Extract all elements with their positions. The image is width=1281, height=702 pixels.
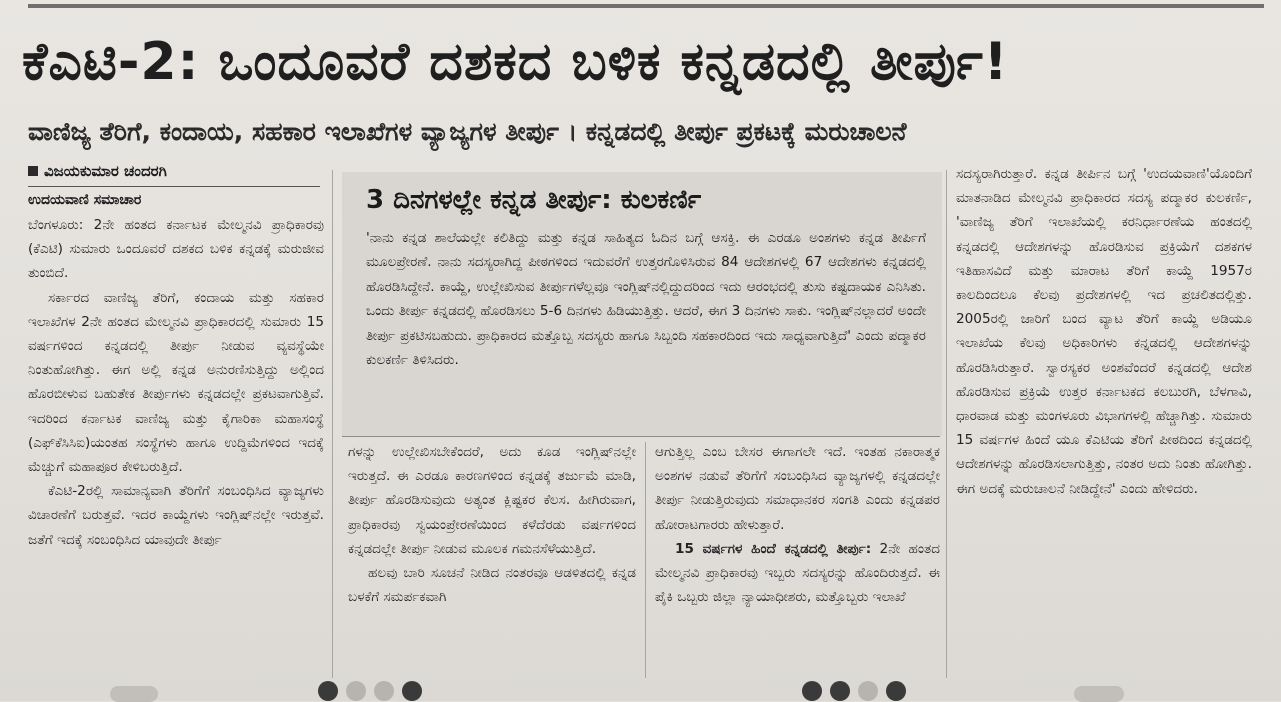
headline: ಕೆಎಟಿ-2: ಒಂದೂವರೆ ದಶಕದ ಬಳಿಕ ಕನ್ನಡದಲ್ಲಿ ತೀರ್ಪು!	[22, 32, 1009, 92]
paragraph: ಸದಸ್ಯರಾಗಿರುತ್ತಾರೆ. ಕನ್ನಡ ತೀರ್ಪಿನ ಬಗ್ಗೆ 'ಉದಯವಾಣಿ'ಯೊಂದಿಗೆ ಮಾತನಾಡಿದ ಮೇಲ್ಮನವಿ ಪ್ರಾಧಿಕಾರದ ಸದಸ್ಯ ಪದ್ಮಾಕರ ಕುಲಕರ್ಣಿ, 'ವಾಣಿಜ್ಯ ತೆರಿಗೆ ಇಲಾಖೆಯಲ್ಲಿ ಕರನಿರ್ಧಾರಣೆಯ ಹಂತದಲ್ಲಿ ಕನ್ನಡದಲ್ಲಿ ಆದೇಶಗಳನ್ನು ಹೊರಡಿಸುವ ಪ್ರಕ್ರಿಯೆಗೆ ದಶಕಗಳ ಇತಿಹಾಸವಿದೆ ಮತ್ತು ಮಾರಾಟ ತೆರಿಗೆ ಕಾಯ್ದೆ 1957ರ ಕಾಲದಿಂದಲೂ ಕೆಲವು ಪ್ರದೇಶಗಳಲ್ಲಿ ಇದ ಪ್ರಚಲಿತದಲ್ಲಿತ್ತು. 2005ರಲ್ಲಿ ಜಾರಿಗೆ ಬಂದ ವ್ಯಾಟ ತೆರಿಗೆ ಕಾಯ್ದೆ ಅಡಿಯೂ ಇಲಾಖೆಯ ಕೆಲವು ಅಧಿಕಾರಿಗಳು ಕನ್ನಡದಲ್ಲಿ ಆದೇಶಗಳನ್ನು ಹೊರಡಿಸಿರುತ್ತಾರೆ. ಸ್ವಾರಸ್ಯಕರ ಅಂಶವೆಂದರೆ ಕನ್ನಡದಲ್ಲಿ ಆದೇಶ ಹೊರಡಿಸುವ ಪ್ರಕ್ರಿಯೆ ಉತ್ತರ ಕರ್ನಾಟಕದ ಕಲಬುರಗಿ, ಬೆಳಗಾವಿ, ಧಾರವಾಡ ಮತ್ತು ಮಂಗಳೂರು ವಿಭಾಗಗಳಲ್ಲಿ ಹೆಚ್ಚಾಗಿತ್ತು. ಸುಮಾರು 15 ವರ್ಷಗಳ ಹಿಂದೆ ಯೂ ಕೆಎಟಿಯ ತೆರಿಗೆ ಪೀಠದಿಂದ ಕನ್ನಡದಲ್ಲಿ ಆದೇಶಗಳನ್ನು ಹೊರಡಿಸಲಾಗುತ್ತಿತ್ತು, ನಂತರ ಅದು ನಿಂತು ಹೋಗಿತ್ತು. ಈಗ ಅದಕ್ಕೆ ಮರುಚಾಲನೆ ನೀಡಿದ್ದೇನೆ' ಎಂದು ಹೇಳಿದರು.	[956, 166, 1252, 497]
registration-dot	[830, 681, 850, 701]
quote-box-title: 3 ದಿನಗಳಲ್ಲೇ ಕನ್ನಡ ತೀರ್ಪು: ಕುಲಕರ್ಣಿ	[366, 185, 702, 215]
subheadline: ವಾಣಿಜ್ಯ ತೆರಿಗೆ, ಕಂದಾಯ, ಸಹಕಾರ ಇಲಾಖೆಗಳ ವ್ಯಾಜ್ಯಗಳ ತೀರ್ಪು । ಕನ್ನಡದಲ್ಲಿ ತೀರ್ಪು ಪ್ರಕಟಕ್ಕೆ ಮರುಚಾಲನೆ	[28, 117, 907, 146]
registration-dot	[858, 681, 878, 701]
registration-dot	[886, 681, 906, 701]
quote-box-text: 'ನಾನು ಕನ್ನಡ ಶಾಲೆಯಲ್ಲೇ ಕಲಿತಿದ್ದು ಮತ್ತು ಕನ್ನಡ ಸಾಹಿತ್ಯದ ಓದಿನ ಬಗ್ಗೆ ಆಸಕ್ತಿ. ಈ ಎರಡೂ ಅಂಶಗಳು ಕನ್ನಡ ತೀರ್ಪಿಗೆ ಮೂಲಪ್ರೇರಣೆ. ನಾನು ಸದಸ್ಯರಾಗಿದ್ದ ಪೀಠಗಳಿಂದ ಇದುವರೆಗೆ ಉತ್ತರಗೊಳಿಸಿರುವ 84 ಆದೇಶಗಳಲ್ಲಿ 67 ಆದೇಶಗಳು ಕನ್ನಡದಲ್ಲಿ ಹೊರಡಿಸಿದ್ದೇನೆ. ಕಾಯ್ದೆ, ಉಲ್ಲೇಖಿಸುವ ತೀರ್ಪುಗಳೆಲ್ಲವೂ ಇಂಗ್ಲಿಷ್‌ನಲ್ಲಿದ್ದುದರಿಂದ ಇದು ಆರಂಭದಲ್ಲಿ ತುಸು ಕಷ್ಟದಾಯಕ ಎನಿಸಿತು. ಒಂದು ತೀರ್ಪು ಕನ್ನಡದಲ್ಲಿ ಹೊರಡಿಸಲು 5-6 ದಿನಗಳು ಹಿಡಿಯುತ್ತಿತ್ತು. ಆದರೆ, ಈಗ 3 ದಿನಗಳು ಸಾಕು. ಇಂಗ್ಲಿಷ್‌ನಲ್ಲಾದರೆ ಅಂದೇ ತೀರ್ಪು ಪ್ರಕಟಿಸಬಹುದು. ಪ್ರಾಧಿಕಾರದ ಮತ್ತೊಬ್ಬ ಸದಸ್ಯರು ಹಾಗೂ ಸಿಬ್ಬಂದಿ ಸಹಕಾರದಿಂದ ಇದು ಸಾಧ್ಯವಾಗುತ್ತಿದೆ' ಎಂದು ಪದ್ಮಾಕರ ಕುಲಕರ್ಣಿ ತಿಳಿಸಿದರು.	[366, 230, 926, 369]
registration-mark	[110, 686, 158, 702]
top-rule	[28, 4, 1264, 8]
registration-dot	[318, 681, 338, 701]
quote-box-rule	[342, 436, 940, 437]
inline-subhead: 15 ವರ್ಷಗಳ ಹಿಂದೆ ಕನ್ನಡದಲ್ಲಿ ತೀರ್ಪು:	[675, 540, 872, 557]
registration-dot	[374, 681, 394, 701]
paragraph-text: 2ನೇ ಹಂತದ ಮೇಲ್ಮನವಿ ಪ್ರಾಧಿಕಾರವು ಇಬ್ಬರು ಸದಸ್ಯರನ್ನು ಹೊಂದಿರುತ್ತದೆ. ಈ ಪೈಕಿ ಒಬ್ಬರು ಜಿಲ್ಲಾ ನ್ಯಾಯಾಧೀಶರು, ಮತ್ತೊಬ್ಬರು ಇಲಾಖೆ	[655, 540, 940, 606]
byline-rule	[28, 186, 320, 187]
byline-square-icon	[28, 166, 38, 176]
paragraph: ಸರ್ಕಾರದ ವಾಣಿಜ್ಯ ತೆರಿಗೆ, ಕಂದಾಯ ಮತ್ತು ಸಹಕಾರ ಇಲಾಖೆಗಳ 2ನೇ ಹಂತದ ಮೇಲ್ಮನವಿ ಪ್ರಾಧಿಕಾರದಲ್ಲಿ ಸುಮಾರು 15 ವರ್ಷಗಳಿಂದ ಕನ್ನಡದಲ್ಲಿ ತೀರ್ಪು ನೀಡುವ ವ್ಯವಸ್ಥೆಯೇ ನಿಂತುಹೋಗಿತ್ತು. ಈಗ ಅಲ್ಲಿ ಕನ್ನಡ ಅನುರಣಿಸುತ್ತಿದ್ದು ಅಲ್ಲಿಂದ ಹೊರಬೀಳುವ ಬಹುತೇಕ ತೀರ್ಪುಗಳು ಕನ್ನಡದಲ್ಲೇ ಪ್ರಕಟವಾಗುತ್ತಿವೆ. ಇದರಿಂದ ಕರ್ನಾಟಕ ವಾಣಿಜ್ಯ ಮತ್ತು ಕೈಗಾರಿಕಾ ಮಹಾಸಂಸ್ಥೆ (ಎಫ್‌ಕೆಸಿಸಿಐ)ಯಂತಹ ಸಂಸ್ಥೆಗಳು ಹಾಗೂ ಉದ್ದಿಮೆಗಳಿಂದ ಇದಕ್ಕೆ ಮೆಚ್ಚುಗೆ ಮಹಾಪೂರ ಕೇಳಿಬರುತ್ತಿದೆ.	[28, 289, 324, 476]
registration-dot	[802, 681, 822, 701]
registration-mark	[1074, 686, 1124, 702]
paragraph: ಬೆಂಗಳೂರು: 2ನೇ ಹಂತದ ಕರ್ನಾಟಕ ಮೇಲ್ಮನವಿ ಪ್ರಾಧಿಕಾರವು (ಕೆಎಟಿ) ಸುಮಾರು ಒಂದೂವರೆ ದಶಕದ ಬಳಿಕ ಕನ್ನಡಕ್ಕೆ ಮರುಜೀವ ತುಂಬಿದೆ.	[28, 217, 324, 282]
article-column-4	[956, 162, 1252, 501]
registration-marks	[802, 681, 906, 701]
column-divider	[332, 170, 333, 678]
paragraph: ಹಲವು ಬಾರಿ ಸೂಚನೆ ನೀಡಿದ ನಂತರವೂ ಆಡಳಿತದಲ್ಲಿ ಕನ್ನಡ ಬಳಕೆಗೆ ಸಮರ್ಪಕವಾಗಿ	[348, 565, 636, 606]
news-source: ಉದಯವಾಣಿ ಸಮಾಚಾರ	[28, 192, 142, 208]
paragraph: ಗಳನ್ನು ಉಲ್ಲೇಖಿಸಬೇಕೆಂದರೆ, ಅದು ಕೂಡ ಇಂಗ್ಲಿಷ್‌ನಲ್ಲೇ ಇರುತ್ತದೆ. ಈ ಎರಡೂ ಕಾರಣಗಳಿಂದ ಕನ್ನಡಕ್ಕೆ ತರ್ಜುಮೆ ಮಾಡಿ, ತೀರ್ಪು ಹೊರಡಿಸುವುದು ಅತ್ಯಂತ ಕ್ಲಿಷ್ಟಕರ ಕೆಲಸ. ಹೀಗಿರುವಾಗ, ಪ್ರಾಧಿಕಾರವು ಸ್ವಯಂಪ್ರೇರಣೆಯಿಂದ ಕಳೆದೆರಡು ವರ್ಷಗಳಿಂದ ಕನ್ನಡದಲ್ಲೇ ತೀರ್ಪು ನೀಡುವ ಮೂಲಕ ಗಮನಸೆಳೆಯುತ್ತಿದೆ.	[348, 444, 636, 557]
paragraph: ಆಗುತ್ತಿಲ್ಲ ಎಂಬ ಬೇಸರ ಈಗಾಗಲೇ ಇದೆ. ಇಂತಹ ನಕಾರಾತ್ಮಕ ಅಂಶಗಳ ನಡುವೆ ತೆರಿಗೆಗೆ ಸಂಬಂಧಿಸಿದ ವ್ಯಾಜ್ಯಗಳಲ್ಲಿ ಕನ್ನಡದಲ್ಲೇ ತೀರ್ಪು ನೀಡುತ್ತಿರುವುದು ಸಮಾಧಾನಕರ ಸಂಗತಿ ಎಂದು ಕನ್ನಡಪರ ಹೋರಾಟಗಾರರು ಹೇಳುತ್ತಾರೆ.	[655, 444, 940, 533]
article-column-1	[28, 213, 324, 552]
article-column-3	[655, 440, 940, 609]
column-divider	[645, 442, 646, 678]
registration-dot	[402, 681, 422, 701]
registration-marks	[318, 681, 422, 701]
byline-name: ವಿಜಯಕುಮಾರ ಚಂದರಗಿ	[44, 162, 167, 180]
article-column-2	[348, 440, 636, 609]
paragraph: ಕೆಎಟಿ-2ರಲ್ಲಿ ಸಾಮಾನ್ಯವಾಗಿ ತೆರಿಗೆಗೆ ಸಂಬಂಧಿಸಿದ ವ್ಯಾಜ್ಯಗಳು ವಿಚಾರಣೆಗೆ ಬರುತ್ತವೆ. ಇದರ ಕಾಯ್ದೆಗಳು ಇಂಗ್ಲಿಷ್‌ನಲ್ಲೇ ಇರುತ್ತವೆ. ಜತೆಗೆ ಇದಕ್ಕೆ ಸಂಬಂಧಿಸಿದ ಯಾವುದೇ ತೀರ್ಪು	[28, 483, 324, 548]
paragraph	[655, 537, 940, 610]
registration-dot	[346, 681, 366, 701]
column-divider	[946, 170, 947, 678]
byline	[28, 160, 328, 182]
